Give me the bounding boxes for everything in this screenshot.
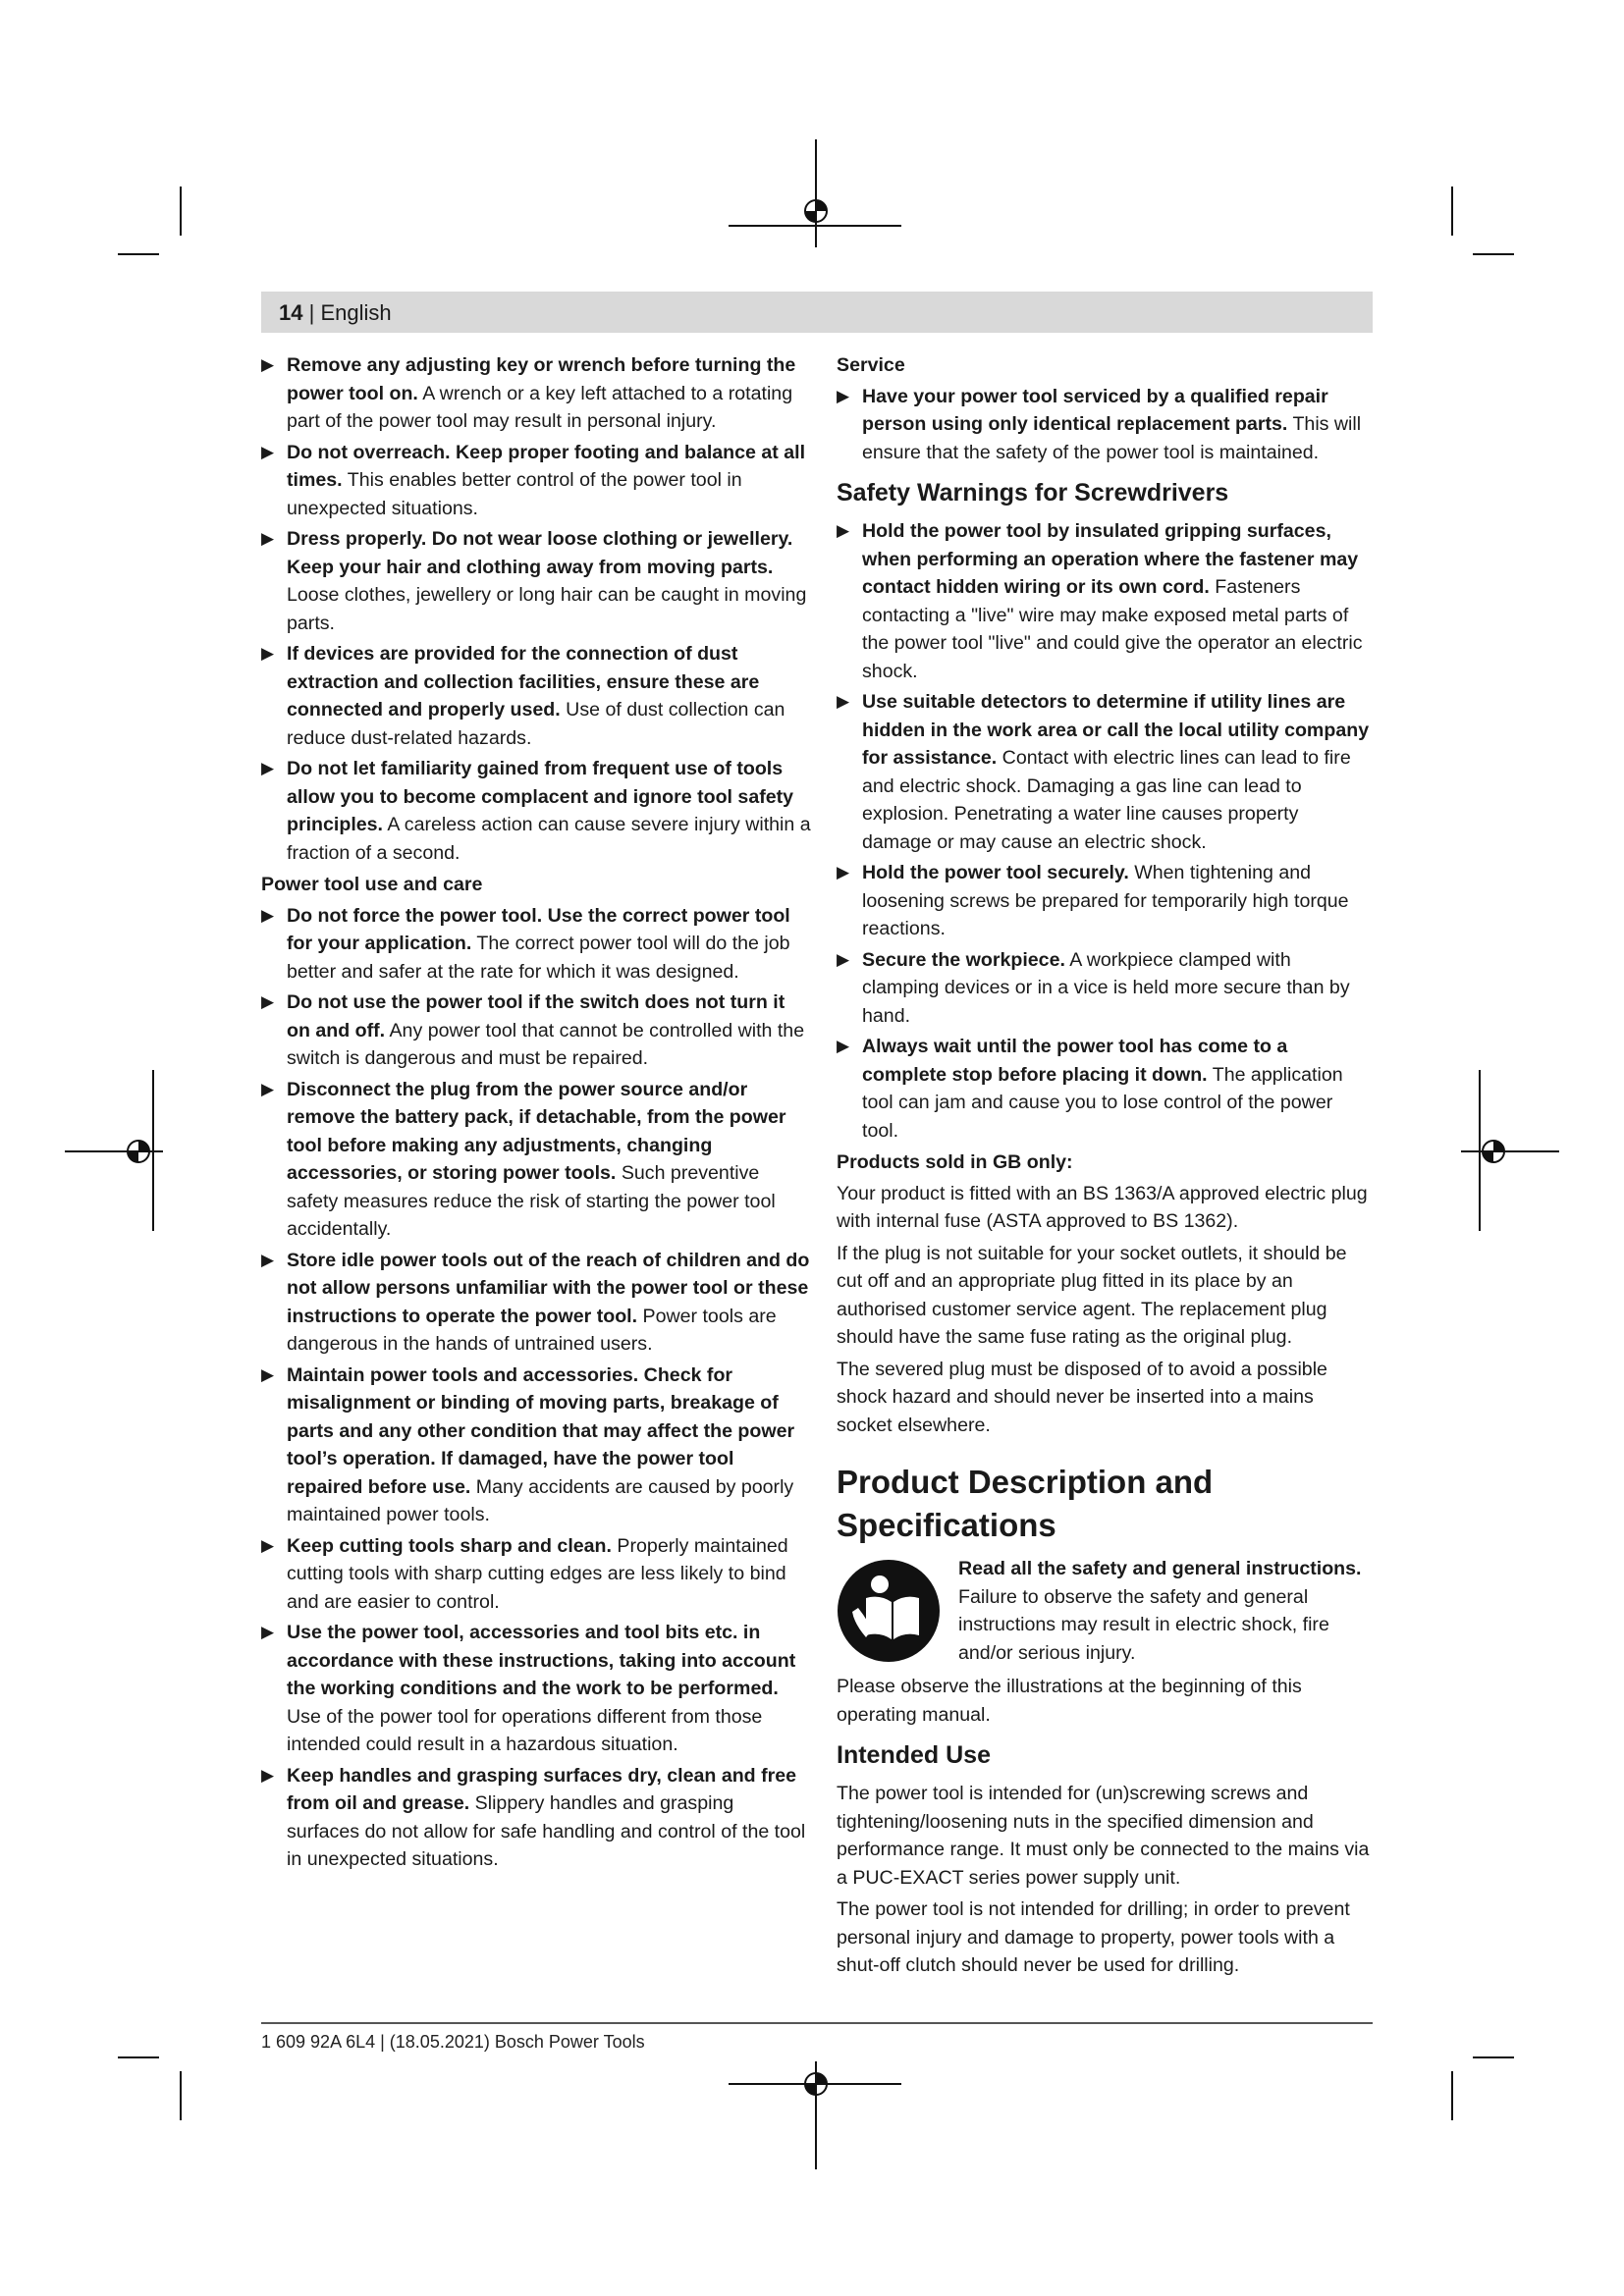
bullet-icon: ▶ [261, 442, 275, 461]
bullet-item-text: Many accidents are caused by poorly maintained power tools. [287, 1475, 794, 1525]
bullet-item [837, 1033, 1373, 1145]
bullet-icon: ▶ [837, 949, 850, 969]
bullet-item-bold: Do not force the power tool. Use the correct power tool for your application. [287, 904, 790, 954]
intended-use-paragraph: The power tool is intended for (un)screwing screws and tightening/loosening nuts in the specified dimension and performance range. It must only be connected to the mains via a PUC-EXACT series power supply unit. [837, 1783, 1370, 1889]
bullet-item [837, 383, 1373, 467]
bullet-item [837, 946, 1373, 1031]
bullet-icon: ▶ [261, 1535, 275, 1555]
bullet-icon: ▶ [837, 1037, 850, 1055]
bullet-item-bold: Keep handles and grasping surfaces dry, clean and free from oil and grease. [287, 1764, 797, 1814]
left-item-list [261, 902, 811, 1874]
heading-screwdriver-warnings: Safety Warnings for Screwdrivers [837, 479, 1229, 507]
bullet-item-bold: Maintain power tools and accessories. Check for misalignment or binding of moving parts, breakage of parts and any other condition that may affect the power tool’s operation. If damaged, have the power tool repaired before use. [287, 1363, 795, 1498]
bullet-item-bold: If devices are provided for the connection of dust extraction and collection facilities, ensure these are connected and properly used. [287, 643, 760, 721]
bullet-item-bold: Always wait until the power tool has come to a complete stop before placing it down. [862, 1036, 1288, 1086]
bullet-item-text: Such preventive safety measures reduce the risk of starting the power tool accidentally. [287, 1162, 776, 1240]
bullet-icon: ▶ [261, 905, 275, 925]
bullet-icon: ▶ [261, 529, 275, 548]
bullet-icon: ▶ [261, 992, 275, 1011]
header-separator: | [302, 300, 321, 325]
bullet-item [261, 988, 811, 1073]
registration-mark-icon [801, 2069, 831, 2099]
bullet-item-bold: Do not let familiarity gained from frequent use of tools allow you to become complacent and ignore tool safety principles. [287, 758, 794, 835]
bullet-item-bold: Disconnect the plug from the power source and/or remove the battery pack, if detachable, from the power tool before making any adjustments, changing accessories, or storing power tools. [287, 1078, 786, 1184]
bullet-item-text: Fasteners contacting a "live" wire may make exposed metal parts of the power tool "live" and could give the operator an electric shock. [862, 576, 1363, 682]
bullet-item [261, 640, 811, 752]
bullet-item-text: Power tools are dangerous in the hands of untrained users. [287, 1305, 777, 1355]
bullet-item-bold: Do not use the power tool if the switch does not turn it on and off. [287, 991, 785, 1041]
bullet-item-bold: Remove any adjusting key or wrench before turning the power tool on. [287, 354, 796, 404]
right-column [837, 351, 1373, 1984]
service-item-list [837, 383, 1373, 467]
bullet-item [837, 688, 1373, 856]
heading-intended-use: Intended Use [837, 1741, 991, 1769]
bullet-icon: ▶ [261, 355, 275, 374]
bullet-icon: ▶ [261, 1765, 275, 1785]
bullet-item-text: Any power tool that cannot be controlled with the switch is dangerous and must be repaired. [287, 1019, 805, 1069]
bullet-item-text: A careless action can cause severe injury within a fraction of a second. [287, 814, 811, 864]
bullet-item-bold: Dress properly. Do not wear loose clothing or jewellery. Keep your hair and clothing away from moving parts. [287, 528, 793, 578]
bullet-icon: ▶ [261, 1079, 275, 1098]
bullet-icon: ▶ [261, 644, 275, 663]
bullet-item [261, 1619, 811, 1759]
bullet-item-text: This will ensure that the safety of the power tool is maintained. [862, 413, 1362, 463]
read-instructions-box [837, 1555, 1373, 1667]
bullet-item [261, 1762, 811, 1874]
bullet-item-text: Loose clothes, jewellery or long hair can be caught in moving parts. [287, 584, 807, 634]
page-number: 14 [279, 300, 303, 325]
crop-mark [1451, 187, 1453, 236]
subhead-service: Service [837, 354, 905, 376]
gb-paragraph: If the plug is not suitable for your socket outlets, it should be cut off and an appropriate plug fitted in its place by an authorised customer service agent. The replacement plug should have the same fuse rating as the original plug. [837, 1242, 1347, 1348]
bullet-icon: ▶ [261, 1250, 275, 1269]
header-text [279, 300, 392, 326]
bullet-item [261, 439, 811, 523]
bullet-item [261, 902, 811, 987]
bullet-icon: ▶ [837, 521, 850, 540]
registration-mark-icon [801, 196, 831, 226]
bullet-icon: ▶ [261, 1623, 275, 1641]
left-item-list [261, 351, 811, 867]
bullet-item-text: The application tool can jam and cause you to lose control of the power tool. [862, 1063, 1343, 1142]
footer-divider [261, 2022, 1373, 2024]
crop-mark [1451, 2071, 1453, 2120]
intended-use-paragraph: The power tool is not intended for drilling; in order to prevent personal injury and damage to property, power tools with a shut-off clutch should never be used for drilling. [837, 1898, 1350, 1976]
bullet-item-bold: Hold the power tool by insulated gripping surfaces, when performing an operation where the fastener may contact hidden wiring or its own cord. [862, 520, 1359, 598]
bullet-item-bold: Do not overreach. Keep proper footing and balance at all times. [287, 441, 806, 491]
bullet-item [837, 859, 1373, 943]
crop-mark [815, 139, 817, 247]
read-manual-icon [837, 1559, 941, 1663]
bullet-item-bold: Use suitable detectors to determine if utility lines are hidden in the work area or call the local utility company for assistance. [862, 691, 1370, 769]
bullet-item [261, 525, 811, 637]
bullet-item-bold: Hold the power tool securely. [862, 862, 1129, 883]
bullet-item-bold: Have your power tool serviced by a qualified repair person using only identical replacement parts. [862, 385, 1328, 435]
bullet-icon: ▶ [261, 759, 275, 777]
crop-mark [1473, 253, 1514, 255]
bullet-item [261, 351, 811, 436]
bullet-item-text: A workpiece clamped with clamping devices or in a vice is held more secure than by hand. [862, 948, 1350, 1027]
footer-text: 1 609 92A 6L4 | (18.05.2021) Bosch Power Tools [261, 2032, 645, 2052]
bullet-icon: ▶ [837, 692, 850, 711]
bullet-item-bold: Store idle power tools out of the reach of children and do not allow persons unfamiliar with the power tool or these instructions to operate the power tool. [287, 1249, 810, 1327]
screwdriver-item-list [837, 517, 1373, 1145]
bullet-item [837, 517, 1373, 685]
bullet-item-bold: Secure the workpiece. [862, 948, 1065, 971]
bullet-item-text: Slippery handles and grasping surfaces do not allow for safe handling and control of the tool in unexpected situations. [287, 1792, 806, 1870]
bullet-item-text: Use of dust collection can reduce dust-related hazards. [287, 699, 785, 749]
bullet-icon: ▶ [261, 1364, 275, 1384]
bullet-item-text: The correct power tool will do the job better and safer at the rate for which it was designed. [287, 933, 790, 983]
subhead-gb-only: Products sold in GB only: [837, 1151, 1073, 1173]
subhead-power-tool-use: Power tool use and care [261, 874, 483, 895]
bullet-item [261, 1247, 811, 1359]
gb-paragraph: The severed plug must be disposed of to avoid a possible shock hazard and should never be inserted into a mains socket elsewhere. [837, 1358, 1327, 1436]
bullet-item-text: A wrench or a key left attached to a rotating part of the power tool may result in personal injury. [287, 382, 793, 432]
crop-mark [1473, 2056, 1514, 2058]
bullet-item-bold: Use the power tool, accessories and tool bits etc. in accordance with these instructions, taking into account the working conditions and the work to be performed. [287, 1622, 796, 1699]
read-instructions-bold: Read all the safety and general instructions. [958, 1558, 1362, 1579]
bullet-item-text: This enables better control of the power tool in unexpected situations. [287, 469, 742, 519]
illustrations-paragraph: Please observe the illustrations at the beginning of this operating manual. [837, 1676, 1302, 1726]
gb-paragraph: Your product is fitted with an BS 1363/A approved electric plug with internal fuse (ASTA approved to BS 1362). [837, 1182, 1368, 1232]
bullet-icon: ▶ [837, 386, 850, 405]
crop-mark [1461, 1150, 1559, 1152]
read-instructions-text: Failure to observe the safety and general instructions may result in electric shock, fire and/or serious injury. [958, 1585, 1329, 1664]
bullet-item-bold: Keep cutting tools sharp and clean. [287, 1534, 612, 1557]
bullet-item [261, 1362, 811, 1529]
bullet-icon: ▶ [837, 863, 850, 881]
bullet-item-text: When tightening and loosening screws be prepared for temporarily high torque reactions. [862, 862, 1349, 939]
bullet-item-text: Properly maintained cutting tools with sharp cutting edges are less likely to bind and are easier to control. [287, 1534, 788, 1613]
bullet-item-text: Use of the power tool for operations different from those intended could result in a hazardous situation. [287, 1705, 763, 1755]
bullet-item [261, 755, 811, 867]
crop-mark [118, 253, 159, 255]
bullet-item [261, 1532, 811, 1617]
crop-mark [180, 187, 182, 236]
bullet-item [261, 1076, 811, 1244]
left-column [261, 351, 811, 1877]
crop-mark [118, 2056, 159, 2058]
bullet-item-text: Contact with electric lines can lead to fire and electric shock. Damaging a gas line can lead to explosion. Penetrating a water line causes property damage or may cause an electric shock. [862, 747, 1351, 853]
page-header [261, 292, 1373, 333]
registration-mark-icon [1479, 1137, 1508, 1166]
chapter-heading: Product Description and Specifications [837, 1464, 1214, 1543]
header-language: English [320, 300, 392, 325]
crop-mark [180, 2071, 182, 2120]
registration-mark-icon [124, 1137, 153, 1166]
